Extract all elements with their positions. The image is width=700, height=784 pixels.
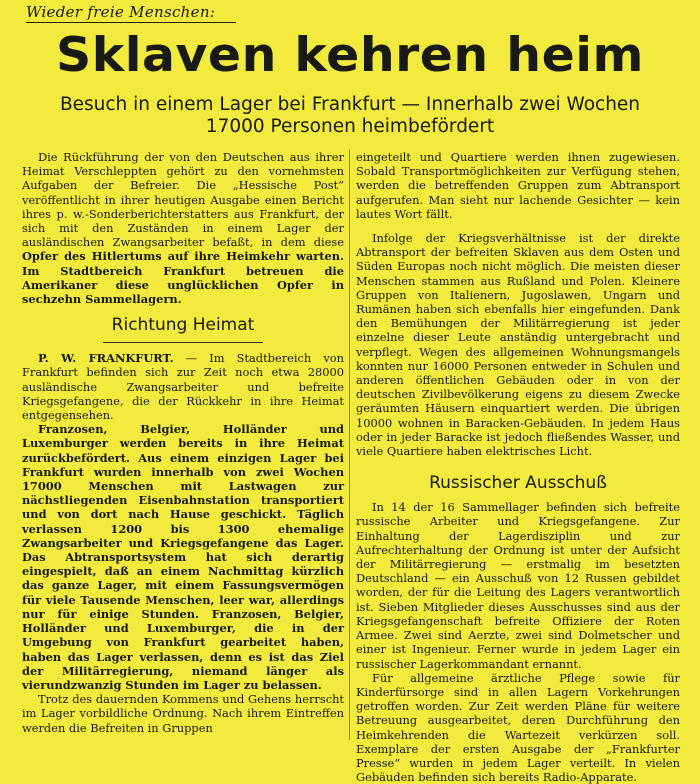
section-heading-richtung-heimat: Richtung Heimat [111, 315, 255, 336]
column-divider [349, 150, 350, 740]
section-underline [103, 342, 263, 343]
dateline: P. W. FRANKFURT. [38, 351, 174, 366]
paragraph: Trotz des dauernden Kommens und Gehens herrscht im Lager vorbildliche Ordnung. Nach ihrem Eintreffen werden die Befreiten in Gruppen [22, 692, 344, 735]
paragraph-text: — Im Stadtbereich von Frankfurt befinden sich zur Zeit noch etwa 28000 ausländische Zwangsarbeiter und befreite Kriegsgefangene, die der Rückkehr in ihre Heimat entgegensehen. [22, 351, 344, 423]
headline: Sklaven kehren heim [55, 28, 645, 83]
subheadline [0, 94, 700, 138]
kicker-underline [26, 22, 236, 23]
paragraph: Für allgemeine ärztliche Pflege sowie für Kinderfürsorge sind in allen Lagern Vorkehrungen getroffen worden. Zur Zeit werden Pläne für weitere Betreuung ausgearbeitet, deren Durchführung den Heimkehrenden die Wartezeit verkürzen soll. Exemplare der ersten Ausgabe der „Frankfurter Presse“ wurden in jedem Lager verteilt. In vielen Gebäuden befinden sich bereits Radio-Apparate. [356, 670, 680, 784]
paragraph [22, 351, 344, 422]
subheadline-line-2: 17000 Personen heimbefördert [205, 116, 495, 137]
right-column [356, 150, 680, 784]
intro-bold-text: Opfer des Hitlertums auf ihre Heimkehr warten. Im Stadtbereich Frankfurt betreuen die Amerikaner diese unglücklichen Opfer in sechzehn Sammellagern. [22, 249, 344, 307]
section-heading-russischer-ausschuss: Russischer Ausschuß [429, 473, 607, 494]
paragraph: In 14 der 16 Sammellager befinden sich befreite russische Arbeiter und Kriegsgefangene. Zur Einhaltung der Lagerdisziplin und zur Aufrechterhaltung der Ordnung ist unter der Aufsicht der Militärregierung — erstmalig im besetzten Deutschland — ein Ausschuß von 12 Russen gebildet worden, der für die Leitung des Lagers verantwortlich ist. Sieben Mitglieder dieses Ausschusses sind aus der Kriegsgefangenschaft befreite Offiziere der Roten Armee. Zwei sind Aerzte, zwei sind Dolmetscher und einer ist Ingenieur. Ferner wurde in jedem Lager ein russischer Lagerkommandant ernannt. [356, 500, 680, 671]
kicker-line: Wieder freie Menschen: [26, 3, 216, 21]
subheadline-line-1: Besuch in einem Lager bei Frankfurt — Innerhalb zwei Wochen [59, 94, 641, 115]
intro-text: Die Rückführung der von den Deutschen aus ihrer Heimat Verschleppten gehört zu den vornehmsten Aufgaben der Befreier. Die „Hessische Post“ veröffentlicht in ihrer heutigen Ausgabe einen Bericht ihres p. w.-Sonderberichterstatters aus Frankfurt, der sich mit den Zuständen in einem Lager der ausländischen Zwangsarbeiter befaßt, in dem diese [22, 150, 344, 250]
paragraph: eingeteilt und Quartiere werden ihnen zugewiesen. Sobald Transportmöglichkeiten zur Verfügung stehen, werden die betreffenden Gruppen zum Abtransport aufgerufen. Man sieht nur lachende Gesichter — kein lautes Wort fällt. [356, 150, 680, 221]
paragraph: Infolge der Kriegsverhältnisse ist der direkte Abtransport der befreiten Sklaven aus dem Osten und Süden Europas noch nicht möglich. Die meisten dieser Menschen stammen aus Rußland und Polen. Kleinere Gruppen von Italienern, Jugoslawen, Ungarn und Rumänen haben sich ebenfalls hier eingefunden. Dank den Bemühungen der Militärregierung ist jeder einzelne dieser Leute anständig untergebracht und verpflegt. Wegen des allgemeinen Wohnungsmangels konnten nur 16000 Personen entweder in Schulen und anderen öffentlichen Gebäuden oder in von der deutschen Zivilbevölkerung eigens zu diesem Zwecke geräumten Häusern einquartiert werden. Die übrigen 10000 wohnen in Baracken-Gebäuden. In jedem Haus oder in jeder Baracke ist jedoch fließendes Wasser, und viele Quartiere haben elektrisches Licht. [356, 231, 680, 459]
paragraph-gap [356, 221, 680, 231]
left-column [22, 150, 344, 735]
paragraph-bold: Franzosen, Belgier, Holländer und Luxemburger werden bereits in ihre Heimat zurückbefördert. Aus einem einzigen Lager bei Frankfurt wurden innerhalb von zwei Wochen 17000 Menschen mit Lastwagen zur nächstliegenden Eisenbahnstation transportiert und von dort nach Hause geschickt. Täglich verlassen 1200 bis 1300 ehemalige Zwangsarbeiter und Kriegsgefangene das Lager. Das Abtransportsystem hat sich derartig eingespielt, daß an einem Nachmittag kürzlich das ganze Lager, mit einem Fassungsvermögen für viele Tausende Menschen, leer war, allerdings nur für einige Stunden. Franzosen, Belgier, Holländer und Luxemburger, die in der Umgebung von Frankfurt gearbeitet haben, haben das Lager verlassen, denn es ist das Ziel der Militärregierung, niemand länger als vierundzwanzig Stunden im Lager zu belassen. [22, 422, 344, 692]
intro-paragraph [22, 150, 344, 306]
